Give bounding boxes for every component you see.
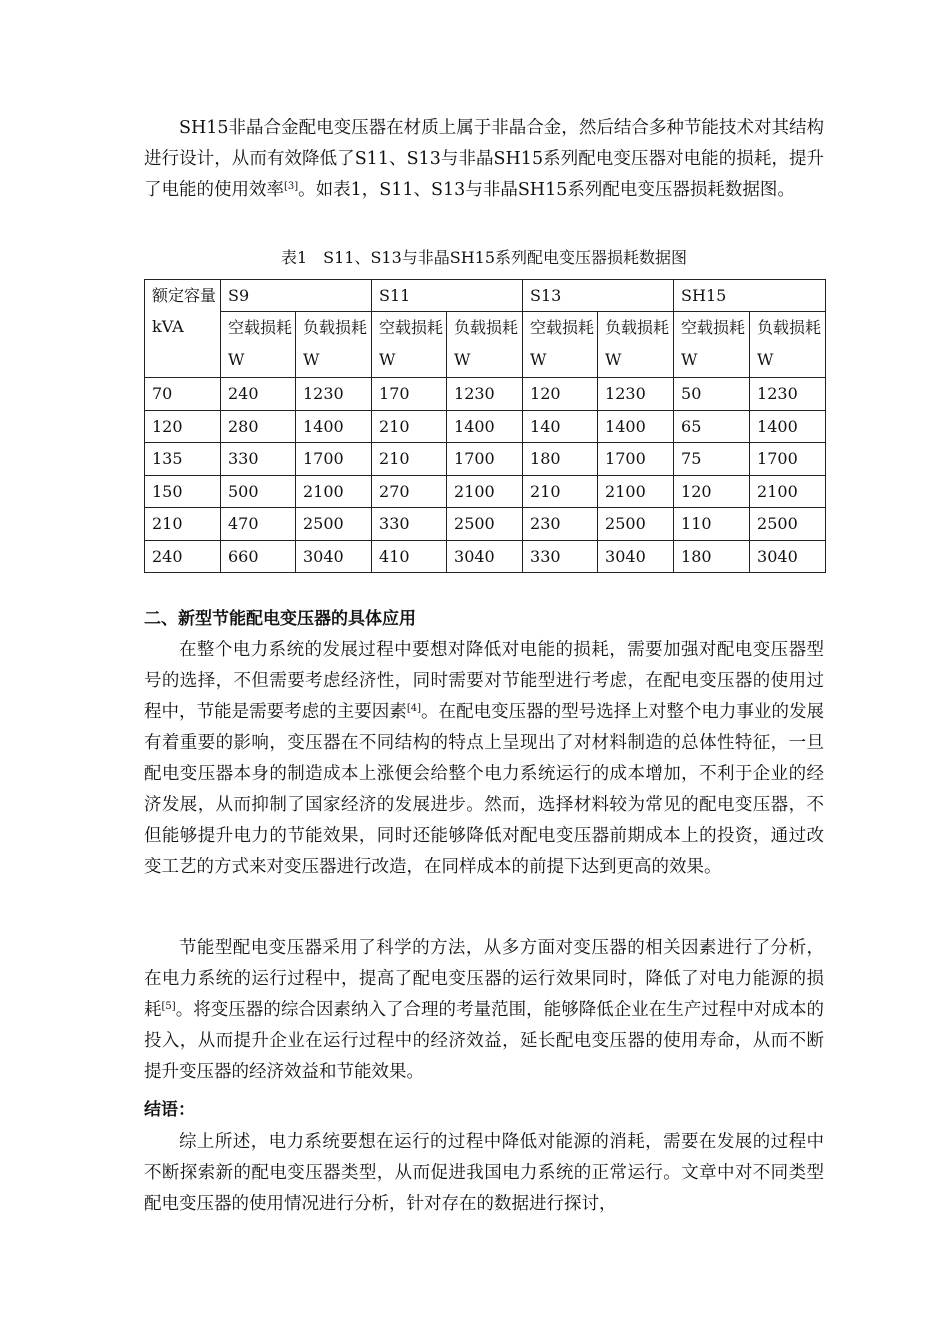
group-header-sh15: SH15: [674, 280, 826, 312]
loss-value-cell: 410: [372, 540, 447, 573]
loss-value-cell: 270: [372, 475, 447, 508]
capacity-cell: 70: [145, 378, 221, 411]
table-row: [145, 508, 826, 541]
capacity-header-cell: 额定容量kVA: [145, 280, 221, 378]
table-caption: 表1 S11、S13与非晶SH15系列配电变压器损耗数据图: [280, 248, 688, 267]
loss-value-cell: 1230: [447, 378, 523, 411]
citation-ref[interactable]: [5]: [161, 1001, 176, 1012]
subheader-load-loss: 负载损耗W: [296, 312, 372, 378]
subheader-no-load-loss: 空载损耗W: [523, 312, 598, 378]
loss-value-cell: 3040: [598, 540, 674, 573]
group-header-s11: S11: [372, 280, 523, 312]
group-header-s13: S13: [523, 280, 674, 312]
loss-value-cell: 1400: [447, 410, 523, 443]
subheader-no-load-loss: 空载损耗W: [372, 312, 447, 378]
loss-value-cell: 2100: [447, 475, 523, 508]
section-text: 在整个电力系统的发展过程中要想对降低对电能的损耗，需要加强对配电变压器型号的选择，不但需要考虑经济性，同时需要对节能型进行考虑，在配电变压器的使用过程中，节能是需要考虑的主要因素: [144, 640, 824, 722]
loss-value-cell: 170: [372, 378, 447, 411]
loss-value-cell: 280: [221, 410, 296, 443]
intro-text: SH15非晶合金配电变压器在材质上属于非晶合金，然后结合多种节能技术对其结构进行设计，从而有效降低了S11、S13与非晶SH15系列配电变压器对电能的损耗，提升了电能的使用效率: [144, 118, 824, 200]
loss-value-cell: 2500: [447, 508, 523, 541]
capacity-cell: 150: [145, 475, 221, 508]
loss-value-cell: 1700: [750, 443, 826, 476]
intro-text-continued: 。如表1，S11、S13与非晶SH15系列配电变压器损耗数据图。: [298, 180, 795, 200]
table-header-row: [145, 280, 826, 312]
loss-value-cell: 120: [674, 475, 750, 508]
subheader-no-load-loss: 空载损耗W: [674, 312, 750, 378]
loss-value-cell: 1230: [296, 378, 372, 411]
section-text-continued: 。将变压器的综合因素纳入了合理的考量范围，能够降低企业在生产过程中对成本的投入，从而提升企业在运行过程中的经济效益，延长配电变压器的使用寿命，从而不断提升变压器的经济效益和节能效果。: [144, 1000, 825, 1082]
loss-value-cell: 2100: [598, 475, 674, 508]
loss-value-cell: 2500: [296, 508, 372, 541]
loss-value-cell: 1400: [750, 410, 826, 443]
citation-ref[interactable]: [3]: [284, 181, 299, 192]
loss-value-cell: 470: [221, 508, 296, 541]
section-paragraph-1: [144, 635, 824, 883]
loss-value-cell: 500: [221, 475, 296, 508]
loss-value-cell: 1400: [296, 410, 372, 443]
section-text: 节能型配电变压器采用了科学的方法，从多方面对变压器的相关因素进行了分析，在电力系统的运行过程中，提高了配电变压器的运行效果同时，降低了对电力能源的损耗: [144, 938, 824, 1020]
loss-value-cell: 2500: [750, 508, 826, 541]
section-heading: 二、新型节能配电变压器的具体应用: [144, 609, 416, 629]
loss-value-cell: 210: [372, 410, 447, 443]
loss-value-cell: 50: [674, 378, 750, 411]
loss-value-cell: 2100: [750, 475, 826, 508]
loss-value-cell: 180: [523, 443, 598, 476]
loss-value-cell: 330: [523, 540, 598, 573]
table-subheader-row: [145, 312, 826, 378]
loss-value-cell: 1230: [598, 378, 674, 411]
loss-value-cell: 180: [674, 540, 750, 573]
table-row: [145, 410, 826, 443]
loss-value-cell: 1230: [750, 378, 826, 411]
table-body: [145, 378, 826, 573]
subheader-load-loss: 负载损耗W: [750, 312, 826, 378]
loss-value-cell: 660: [221, 540, 296, 573]
capacity-cell: 240: [145, 540, 221, 573]
table-row: [145, 475, 826, 508]
loss-value-cell: 110: [674, 508, 750, 541]
intro-paragraph: [144, 113, 824, 206]
loss-value-cell: 2100: [296, 475, 372, 508]
loss-value-cell: 3040: [447, 540, 523, 573]
capacity-cell: 210: [145, 508, 221, 541]
section-paragraph-2: [144, 933, 824, 1088]
section-text-continued: 。在配电变压器的型号选择上对整个电力事业的发展有着重要的影响，变压器在不同结构的特点上呈现出了对材料制造的总体性特征，一旦配电变压器本身的制造成本上涨便会给整个电力系统运行的成本增加，不利于企业的经济发展，从而抑制了国家经济的发展进步。然而，选择材料较为常见的配电变压器，不但能够提升电力的节能效果，同时还能够降低对配电变压器前期成本上的投资，通过改变工艺的方式来对变压器进行改造，在同样成本的前提下达到更高的效果。: [144, 702, 824, 877]
capacity-cell: 120: [145, 410, 221, 443]
loss-value-cell: 240: [221, 378, 296, 411]
loss-value-cell: 1700: [296, 443, 372, 476]
loss-value-cell: 210: [372, 443, 447, 476]
conclusion-heading: 结语：: [144, 1100, 195, 1120]
loss-value-cell: 1700: [598, 443, 674, 476]
table-row: [145, 540, 826, 573]
loss-value-cell: 230: [523, 508, 598, 541]
group-header-s9: S9: [221, 280, 372, 312]
capacity-cell: 135: [145, 443, 221, 476]
loss-value-cell: 3040: [296, 540, 372, 573]
loss-value-cell: 65: [674, 410, 750, 443]
subheader-load-loss: 负载损耗W: [598, 312, 674, 378]
loss-value-cell: 140: [523, 410, 598, 443]
loss-value-cell: 330: [221, 443, 296, 476]
loss-value-cell: 210: [523, 475, 598, 508]
table-row: [145, 378, 826, 411]
loss-value-cell: 330: [372, 508, 447, 541]
loss-value-cell: 1400: [598, 410, 674, 443]
loss-value-cell: 2500: [598, 508, 674, 541]
subheader-load-loss: 负载损耗W: [447, 312, 523, 378]
table-row: [145, 443, 826, 476]
loss-data-table: [144, 279, 826, 573]
loss-value-cell: 120: [523, 378, 598, 411]
loss-value-cell: 1700: [447, 443, 523, 476]
conclusion-paragraph: 综上所述，电力系统要想在运行的过程中降低对能源的消耗，需要在发展的过程中不断探索新的配电变压器类型，从而促进我国电力系统的正常运行。文章中对不同类型配电变压器的使用情况进行分析，针对存在的数据进行探讨，: [144, 1132, 824, 1214]
loss-value-cell: 3040: [750, 540, 826, 573]
citation-ref[interactable]: [4]: [406, 703, 421, 714]
loss-value-cell: 75: [674, 443, 750, 476]
subheader-no-load-loss: 空载损耗W: [221, 312, 296, 378]
